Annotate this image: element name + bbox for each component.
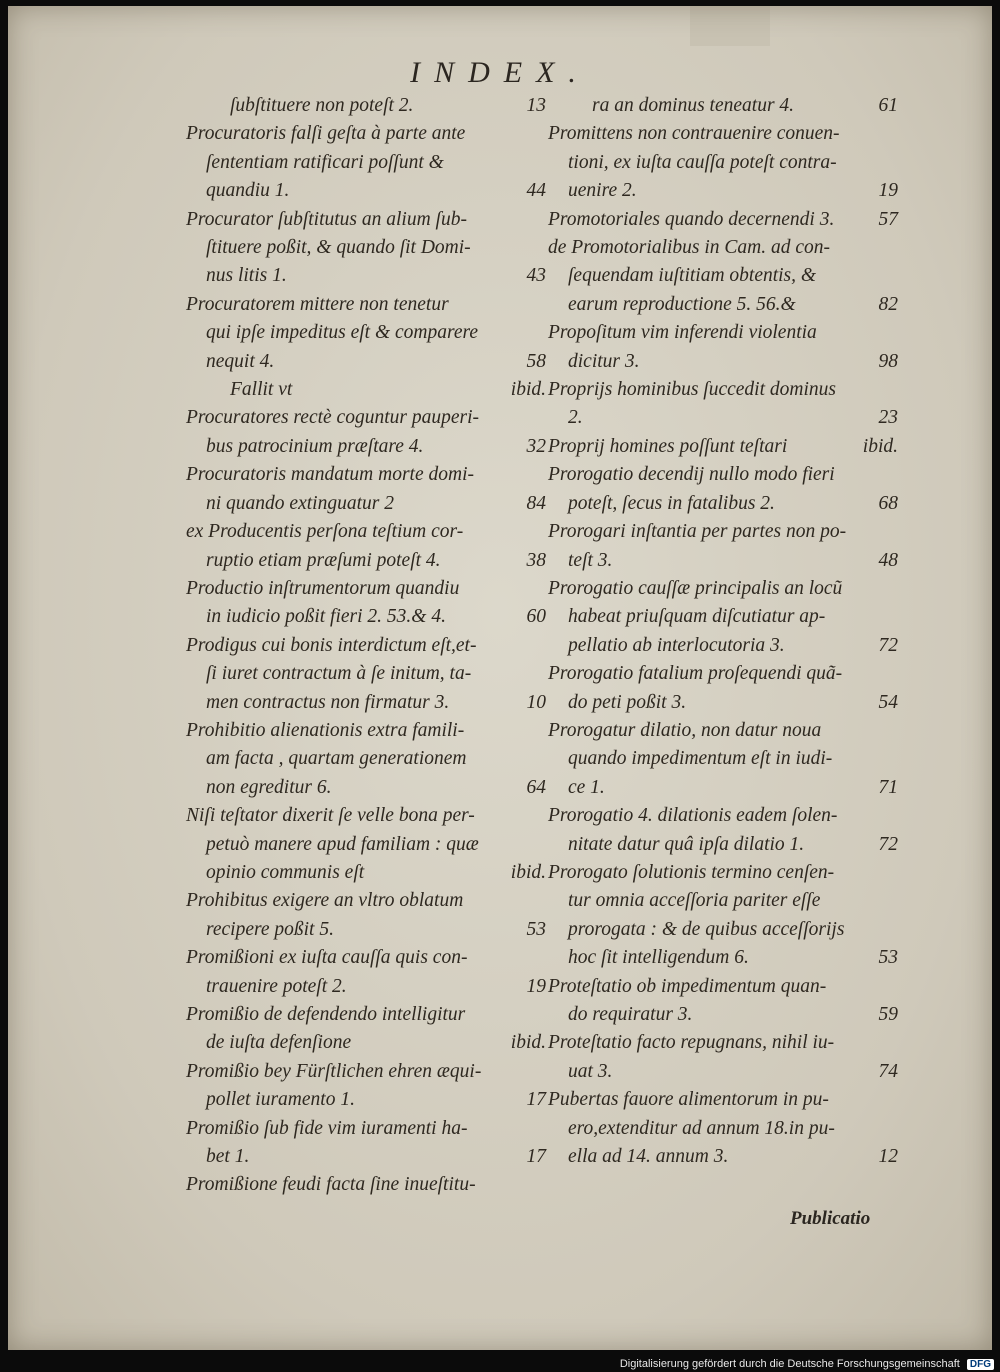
entry-text: 2. [568, 407, 583, 429]
entry-text: de iuſta defenſione [206, 1032, 352, 1054]
entry-text: teſt 3. [568, 549, 613, 571]
page-reference: ibid. [510, 379, 546, 401]
entry-text: Promißioni ex iuſta cauſſa quis con- [186, 947, 468, 969]
entry-text: Procurator ſubſtitutus an alium ſub- [186, 208, 467, 230]
index-entry [186, 376, 546, 404]
entry-text: nequit 4. [206, 350, 275, 372]
index-entry [548, 376, 898, 433]
index-entry [186, 291, 546, 376]
index-entry [548, 319, 898, 376]
entry-text: Proteſtatio ob impedimentum quan- [548, 975, 827, 997]
entry-text: ella ad 14. annum 3. [568, 1146, 729, 1168]
index-entry [186, 802, 546, 887]
entry-text: ex Producentis perſona teſtium cor- [186, 521, 464, 543]
index-entry [548, 575, 898, 660]
page-reference: 71 [878, 776, 898, 798]
page-reference: ibid. [510, 861, 546, 883]
dfg-logo: DFG [967, 1359, 994, 1370]
entry-text: Prodigus cui bonis interdictum eſt,et- [186, 634, 477, 656]
entry-text: de Promotorialibus in Cam. ad con- [548, 237, 831, 259]
index-entry [186, 404, 546, 461]
entry-text: prorogata : & de quibus acceſſorijs [568, 918, 845, 940]
entry-text: Promißione feudi facta ſine inueſtitu- [186, 1174, 476, 1196]
entry-text: tur omnia acceſſoria pariter eſſe [568, 890, 821, 912]
entry-text: Prorogatio cauſſæ principalis an locũ [548, 577, 843, 599]
entry-text: dicitur 3. [568, 350, 640, 372]
index-entry [186, 575, 546, 632]
page-reference: 17 [526, 1146, 546, 1168]
index-entry [186, 206, 546, 291]
entry-text: ce 1. [568, 776, 605, 798]
entry-text: poteſt, ſecus in fatalibus 2. [568, 492, 775, 514]
index-entry [186, 1001, 546, 1058]
page-reference: 61 [878, 95, 898, 116]
page-reference: 59 [878, 1004, 898, 1025]
running-head: INDEX. [410, 56, 590, 89]
page-reference: 23 [878, 407, 898, 429]
entry-text: ſequendam iuſtitiam obtentis, & [568, 265, 817, 287]
entry-text: ruptio etiam præſumi poteſt 4. [206, 549, 441, 571]
entry-text: ſubſtituere non poteſt 2. [230, 95, 414, 116]
entry-text: Prorogato ſolutionis termino cenſen- [548, 861, 835, 883]
entry-text: Procuratorem mittere non tenetur [186, 293, 449, 315]
entry-text: Procuratoris falſi geſta à parte ante [186, 123, 466, 145]
page-tear [690, 6, 770, 46]
entry-text: uenire 2. [568, 180, 637, 202]
page-reference: 54 [878, 691, 898, 713]
entry-text: Prohibitus exigere an vltro oblatum [186, 890, 464, 912]
page-reference: ibid. [510, 1032, 546, 1054]
page-reference: 72 [878, 833, 898, 855]
entry-text: do requiratur 3. [568, 1004, 693, 1025]
page-reference: 12 [878, 1146, 898, 1168]
entry-text: ſtituere poßit, & quando ſit Domi- [206, 237, 471, 259]
entry-text: am facta , quartam generationem [206, 748, 467, 770]
entry-text: bus patrocinium præſtare 4. [206, 435, 424, 457]
entry-text: Pubertas fauore alimentorum in pu- [548, 1089, 829, 1111]
page-reference: 98 [878, 350, 898, 372]
entry-text: do peti poßit 3. [568, 691, 687, 713]
entry-text: trauenire poteſt 2. [206, 975, 347, 997]
entry-text: petuò manere apud familiam : quæ [206, 833, 479, 855]
page-reference: 10 [526, 691, 546, 713]
index-entry [186, 887, 546, 944]
entry-text: tioni, ex iuſta cauſſa poteſt contra- [568, 151, 837, 173]
entry-text: ero,extenditur ad annum 18.in pu- [568, 1117, 835, 1139]
index-entry [548, 433, 898, 461]
entry-text: ſententiam ratificari poſſunt & [206, 151, 444, 173]
page-reference: 68 [878, 492, 898, 514]
index-entry [186, 518, 546, 575]
index-column-right [548, 92, 898, 1171]
entry-text: Prorogatio 4. dilationis eadem ſolen- [548, 805, 838, 827]
entry-text: opinio communis eſt [206, 861, 365, 883]
entry-text: Proprijs hominibus ſuccedit dominus [548, 379, 836, 401]
page-reference: 60 [526, 606, 546, 628]
catchword: Publicatio [790, 1208, 871, 1229]
entry-text: nitate datur quâ ipſa dilatio 1. [568, 833, 805, 855]
entry-text: Promittens non contrauenire conuen- [548, 123, 840, 145]
entry-text: bet 1. [206, 1146, 250, 1168]
entry-text: habeat priuſquam diſcutiatur ap- [568, 606, 826, 628]
index-entry [548, 859, 898, 973]
page-reference: 48 [878, 549, 898, 571]
page-reference: 38 [526, 549, 546, 571]
page-reference: 53 [526, 918, 546, 940]
page-reference: 13 [526, 95, 546, 116]
entry-text: non egreditur 6. [206, 776, 332, 798]
entry-text: quando impedimentum eſt in iudi- [568, 748, 833, 770]
page-reference: ibid. [862, 435, 898, 457]
entry-text: Proteſtatio facto repugnans, nihil iu- [548, 1032, 835, 1054]
entry-text: Prorogatio decendij nullo modo fieri [548, 464, 835, 486]
entry-text: Promißio ſub fide vim iuramenti ha- [186, 1117, 468, 1139]
index-entry [548, 1086, 898, 1171]
entry-text: Niſi teſtator dixerit ſe velle bona per- [186, 805, 475, 827]
page-reference: 82 [878, 293, 898, 315]
entry-text: Prorogatur dilatio, non datur noua [548, 719, 822, 741]
index-entry [548, 973, 898, 1030]
page-reference: 32 [526, 435, 546, 457]
entry-text: Propoſitum vim inferendi violentia [548, 322, 817, 344]
index-entry [186, 944, 546, 1001]
index-entry [186, 92, 546, 120]
entry-text: Productio inſtrumentorum quandiu [186, 577, 460, 599]
entry-text: ſi iuret contractum à ſe initum, ta- [206, 663, 472, 685]
index-entry [186, 461, 546, 518]
page-reference: 72 [878, 634, 898, 656]
index-entry [186, 1115, 546, 1172]
entry-text: in iudicio poßit fieri 2. 53.& 4. [206, 606, 446, 628]
entry-text: pellatio ab interlocutoria 3. [568, 634, 785, 656]
index-entry [548, 461, 898, 518]
entry-text: men contractus non firmatur 3. [206, 691, 450, 713]
index-entry [548, 518, 898, 575]
entry-text: Promißio bey Fürſtlichen ehren æqui- [186, 1060, 482, 1082]
index-entry [186, 1171, 546, 1199]
page-reference: 43 [526, 265, 546, 287]
entry-text: Promotoriales quando decernendi 3. [548, 208, 835, 230]
index-entry [186, 120, 546, 205]
entry-text: ra an dominus teneatur 4. [592, 95, 795, 116]
entry-text: qui ipſe impeditus eſt & comparere [206, 322, 479, 344]
entry-text: Fallit vt [230, 379, 293, 401]
digitization-footer [0, 1358, 994, 1370]
index-entry [186, 1058, 546, 1115]
page-reference: 19 [878, 180, 898, 202]
page-reference: 58 [526, 350, 546, 372]
entry-text: ni quando extinguatur 2 [206, 492, 394, 514]
entry-text: earum reproductione 5. 56.& [568, 293, 796, 315]
entry-text: uat 3. [568, 1060, 613, 1082]
index-entry [186, 717, 546, 802]
entry-text: nus litis 1. [206, 265, 287, 287]
entry-text: recipere poßit 5. [206, 918, 334, 940]
page-reference: 17 [526, 1089, 546, 1111]
page-reference: 44 [526, 180, 546, 202]
index-entry [548, 802, 898, 859]
page-reference: 64 [526, 776, 546, 798]
index-entry [186, 632, 546, 717]
entry-text: quandiu 1. [206, 180, 290, 202]
entry-text: Prorogari inſtantia per partes non po- [548, 521, 847, 543]
footer-credit: Digitalisierung gefördert durch die Deutsche Forschungsgemeinschaft [619, 1358, 960, 1370]
index-entry [548, 206, 898, 234]
index-entry [548, 660, 898, 717]
index-column-left [186, 92, 546, 1200]
entry-text: pollet iuramento 1. [206, 1089, 355, 1111]
page-reference: 19 [526, 975, 546, 997]
index-entry [548, 1029, 898, 1086]
page-reference: 74 [878, 1060, 898, 1082]
entry-text: Procuratores rectè coguntur pauperi- [186, 407, 479, 429]
index-entry [548, 120, 898, 205]
entry-text: hoc ſit intelligendum 6. [568, 947, 749, 969]
entry-text: Procuratoris mandatum morte domi- [186, 464, 474, 486]
page-reference: 84 [526, 492, 546, 514]
index-entry [548, 717, 898, 802]
entry-text: Promißio de defendendo intelligitur [186, 1004, 466, 1025]
page-reference: 53 [878, 947, 898, 969]
entry-text: Prorogatio fatalium proſequendi quã- [548, 663, 843, 685]
page-reference: 57 [878, 208, 898, 230]
index-entry [548, 234, 898, 319]
entry-text: Prohibitio alienationis extra famili- [186, 719, 465, 741]
entry-text: Proprij homines poſſunt teſtari [548, 435, 788, 457]
index-entry [548, 92, 898, 120]
